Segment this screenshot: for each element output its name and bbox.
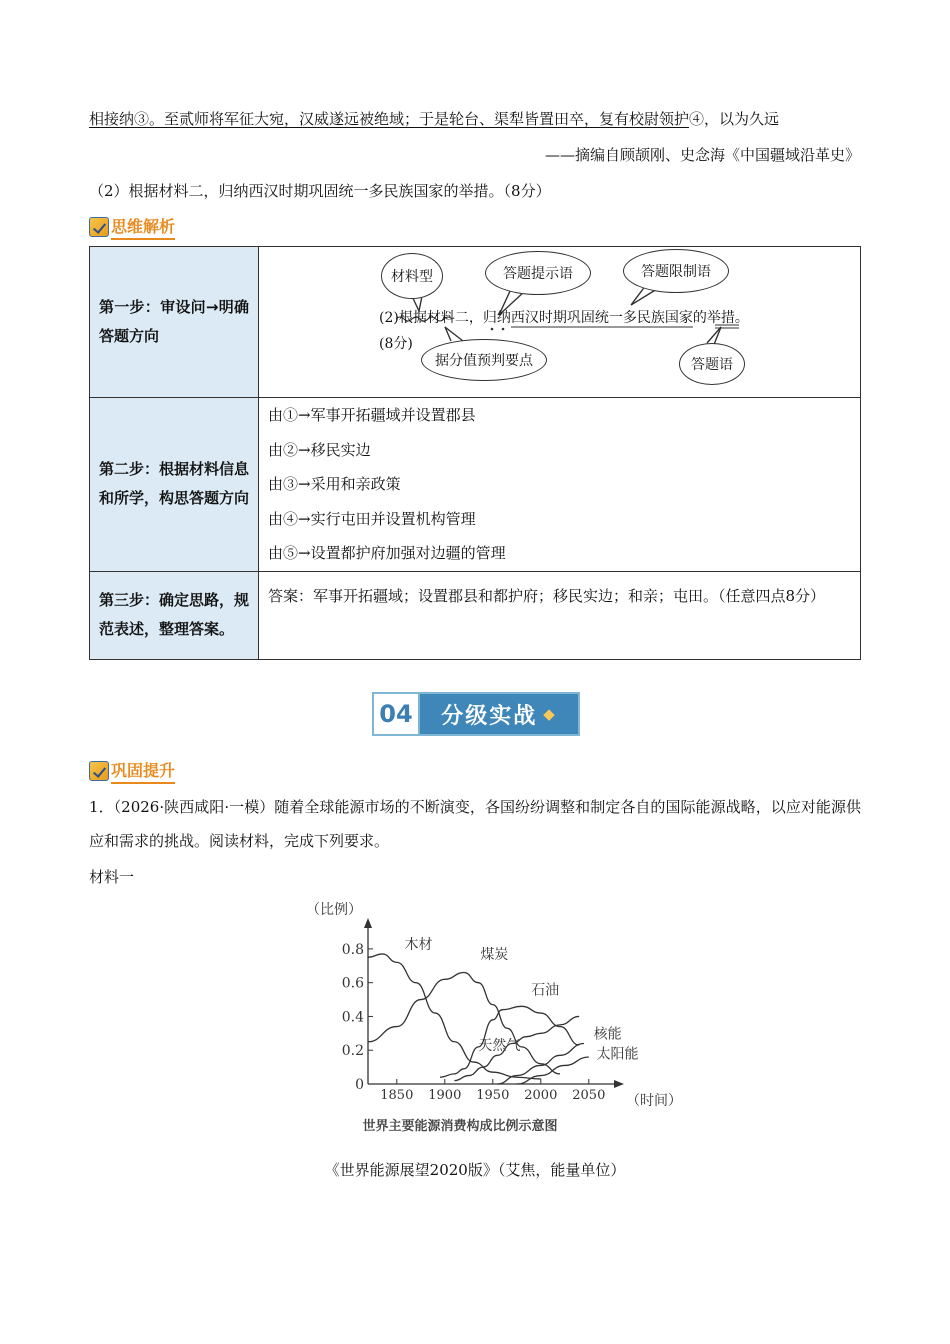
section-header-thinking [89, 214, 175, 240]
step2-item: 由④→实行屯田并设置机构管理 [268, 509, 476, 528]
bubble-material-type: 材料型 [381, 253, 443, 299]
y-tick-label: 0.8 [341, 941, 364, 958]
x-tick-label: 1900 [428, 1088, 462, 1103]
y-axis-label: （比例） [306, 902, 362, 918]
diamond-icon: ◆ [543, 705, 557, 723]
step2-item: 由①→军事开拓疆域并设置郡县 [268, 406, 476, 424]
section-title: 巩固提升 [111, 758, 175, 784]
question-sentence: (2)根据材料二，归纳西汉时期巩固统一多民族国家的举措。 [379, 310, 749, 326]
badge-number: 04 [374, 694, 420, 734]
series-label: 太阳能 [596, 1046, 639, 1063]
source-citation: ——摘编自顾颉刚、史念海《中国疆域沿革史》 [544, 146, 860, 164]
x-tick-label: 2050 [572, 1088, 606, 1103]
chart-caption: 《世界能源展望2020版》（艾焦，能量单位） [324, 1161, 626, 1179]
analysis-table [89, 246, 861, 660]
series-label: 核能 [593, 1026, 622, 1043]
x-tick-label: 1950 [476, 1088, 510, 1103]
step2-list [268, 398, 851, 571]
series-line-太阳能 [517, 1057, 589, 1084]
step3-answer: 答案：军事开拓疆域；设置郡县和都护府；移民实边；和亲；屯田。（任意四点8分） [259, 571, 861, 659]
step2-item: 由②→移民实边 [268, 440, 371, 459]
bubble-limit: 答题限制语 [623, 249, 729, 293]
bubble-answer-word: 答题语 [679, 343, 745, 385]
step2-item: 由③→采用和亲政策 [268, 475, 401, 493]
series-line-木材 [368, 954, 541, 1079]
question-score: (8分) [379, 336, 413, 352]
material-label: 材料一 [89, 868, 135, 886]
question-1: 1．（2026·陕西咸阳·一模）随着全球能源市场的不断演变，各国纷纷调整和制定各自的国际能源战略，以应对能源供应和需求的挑战。阅读材料，完成下列要求。 [89, 798, 861, 850]
y-axis-arrow [364, 918, 372, 928]
badge-title: 分级实战 ◆ [420, 694, 578, 734]
series-label: 煤炭 [480, 947, 509, 964]
y-tick-label: 0 [355, 1077, 364, 1093]
question-2: （2）根据材料二，归纳西汉时期巩固统一多民族国家的举措。（8分） [89, 182, 551, 200]
y-tick-label: 0.2 [341, 1043, 364, 1060]
material-text-b: 轮台、渠犁皆置田卒，复有校尉领护 [449, 110, 690, 128]
chart-title: 世界主要能源消费构成比例示意图 [362, 1119, 558, 1134]
series-label: 天然气 [478, 1038, 521, 1055]
section-title: 思维解析 [111, 214, 175, 240]
material-text-a: 相接纳③。至贰师将军征大宛，汉威遂远被绝域；于是 [89, 110, 450, 128]
section-icon [89, 217, 109, 237]
y-tick-label: 0.4 [341, 1009, 364, 1026]
step3-label: 第三步：确定思路，规范表述，整理答案。 [90, 571, 259, 659]
bubble-hint: 答题提示语 [485, 251, 591, 295]
material-text-c: ④，以为久远 [689, 110, 780, 128]
step1-diagram-cell [259, 247, 861, 398]
x-axis-arrow [614, 1080, 624, 1088]
step2-label: 第二步：根据材料信息和所学，构思答题方向 [90, 398, 259, 572]
series-label: 石油 [531, 982, 560, 999]
section-header-consolidate [89, 758, 175, 784]
x-axis-label: （时间） [626, 1093, 682, 1109]
section-badge [372, 692, 580, 736]
step1-label: 第一步：审设问→明确答题方向 [90, 247, 259, 398]
step2-content [259, 398, 861, 572]
y-tick-label: 0.6 [341, 975, 364, 992]
x-tick-label: 2000 [524, 1088, 558, 1103]
step1-diagram [259, 247, 859, 397]
material-line [89, 108, 779, 129]
section-icon [89, 761, 109, 781]
x-tick-label: 1850 [380, 1088, 414, 1103]
step2-item: 由⑤→设置都护府加强对边疆的管理 [268, 544, 506, 562]
bubble-score: 据分值预判要点 [421, 339, 547, 381]
series-label: 木材 [404, 936, 433, 953]
energy-chart [290, 900, 682, 1140]
